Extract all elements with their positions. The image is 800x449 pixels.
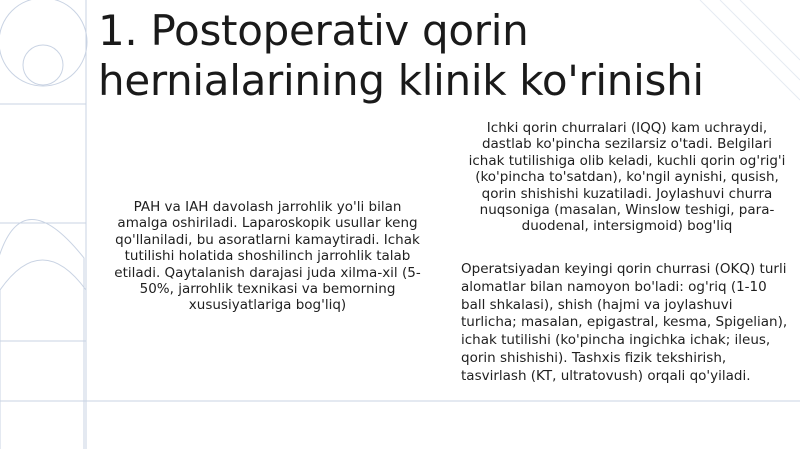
deco-circle-small xyxy=(23,45,63,85)
text-block-left: PAH va IAH davolash jarrohlik yo'li bilan amalga oshiriladi. Laparoskopik usullar keng qo'llaniladi, bu asoratlarni kamaytiradi. Ichak tutilishi holatida shoshilinch jarrohlik talab etiladi. Qaytalanish darajasi juda xilma-xil (5-50%, jarrohlik texnikasi va bemorning xususiyatlariga bog'liq) xyxy=(114,199,421,314)
slide-title: 1. Postoperativ qorin hernialarining klinik ko'rinishi xyxy=(98,6,704,105)
text-block-right-bottom: Operatsiyadan keyingi qorin churrasi (OKQ) turli alomatlar bilan namoyon bo'ladi: og'riq (1-10 ball shkalasi), shish (hajmi va joylashuvi turlicha; masalan, epigastral, kesma, Spigelian), ichak tutilishi (ko'pincha ingichka ichak; ileus, qorin shishishi). Tashxis fizik tekshirish, tasvirlash (KT, ultratovush) orqali qo'yiladi. xyxy=(461,261,788,384)
deco-circle-large xyxy=(0,0,87,86)
text-block-right-top: Ichki qorin churralari (IQQ) kam uchraydi, dastlab ko'pincha sezilarsiz o'tadi. Belgilari ichak tutilishiga olib keladi, kuchli qorin og'rig'i (ko'pincha to'satdan), ko'ngil aynishi, qusish, qorin shishishi kuzatiladi. Joylashuvi churra nuqsoniga (masalan, Winslow teshigi, para-duodenal, intersigmoid) bog'liq xyxy=(468,120,786,235)
deco-arch-outer xyxy=(0,219,84,449)
deco-arch-inner xyxy=(0,260,86,449)
